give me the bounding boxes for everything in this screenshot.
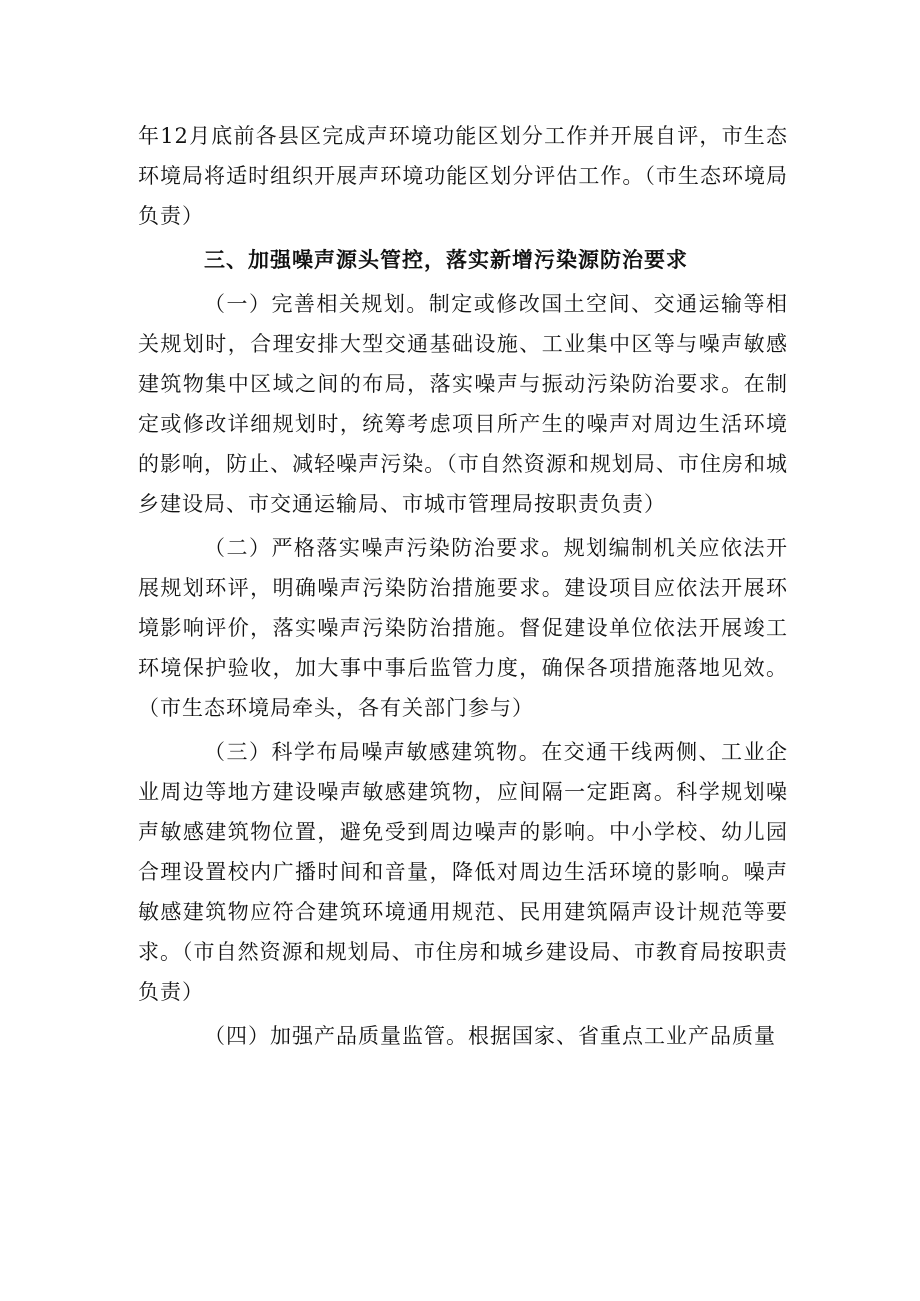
- paragraph-item-2: （二）严格落实噪声污染防治要求。规划编制机关应依法开展规划环评，明确噪声污染防治措施要求。建设项目应依法开展环境影响评价，落实噪声污染防治措施。督促建设单位依法开展竣工环境保护验收，加大事中事后监管力度，确保各项措施落地见效。（市生态环境局牵头，各有关部门参与）: [138, 536, 788, 720]
- paragraph-item-4: （四）加强产品质量监管。根据国家、省重点工业产品质量: [204, 1024, 776, 1048]
- document-body: [138, 116, 788, 1056]
- paragraph-item-3: （三）科学布局噪声敏感建筑物。在交通干线两侧、工业企业周边等地方建设噪声敏感建筑物，应间隔一定距离。科学规划噪声敏感建筑物位置，避免受到周边噪声的影响。中小学校、幼儿园合理设置校内广播时间和音量，降低对周边生活环境的影响。噪声敏感建筑物应符合建筑环境通用规范、民用建筑隔声设计规范等要求。（市自然资源和规划局、市住房和城乡建设局、市教育局按职责负责）: [138, 740, 788, 1004]
- paragraph-continuation: 年12月底前各县区完成声环境功能区划分工作并开展自评，市生态环境局将适时组织开展声环境功能区划分评估工作。（市生态环境局负责）: [138, 124, 788, 228]
- section-heading-3: 三、加强噪声源头管控，落实新增污染源防治要求: [204, 248, 688, 272]
- paragraph-item-1: （一）完善相关规划。制定或修改国土空间、交通运输等相关规划时，合理安排大型交通基础设施、工业集中区等与噪声敏感建筑物集中区域之间的布局，落实噪声与振动污染防治要求。在制定或修改详细规划时，统筹考虑项目所产生的噪声对周边生活环境的影响，防止、减轻噪声污染。（市自然资源和规划局、市住房和城乡建设局、市交通运输局、市城市管理局按职责负责）: [138, 292, 788, 516]
